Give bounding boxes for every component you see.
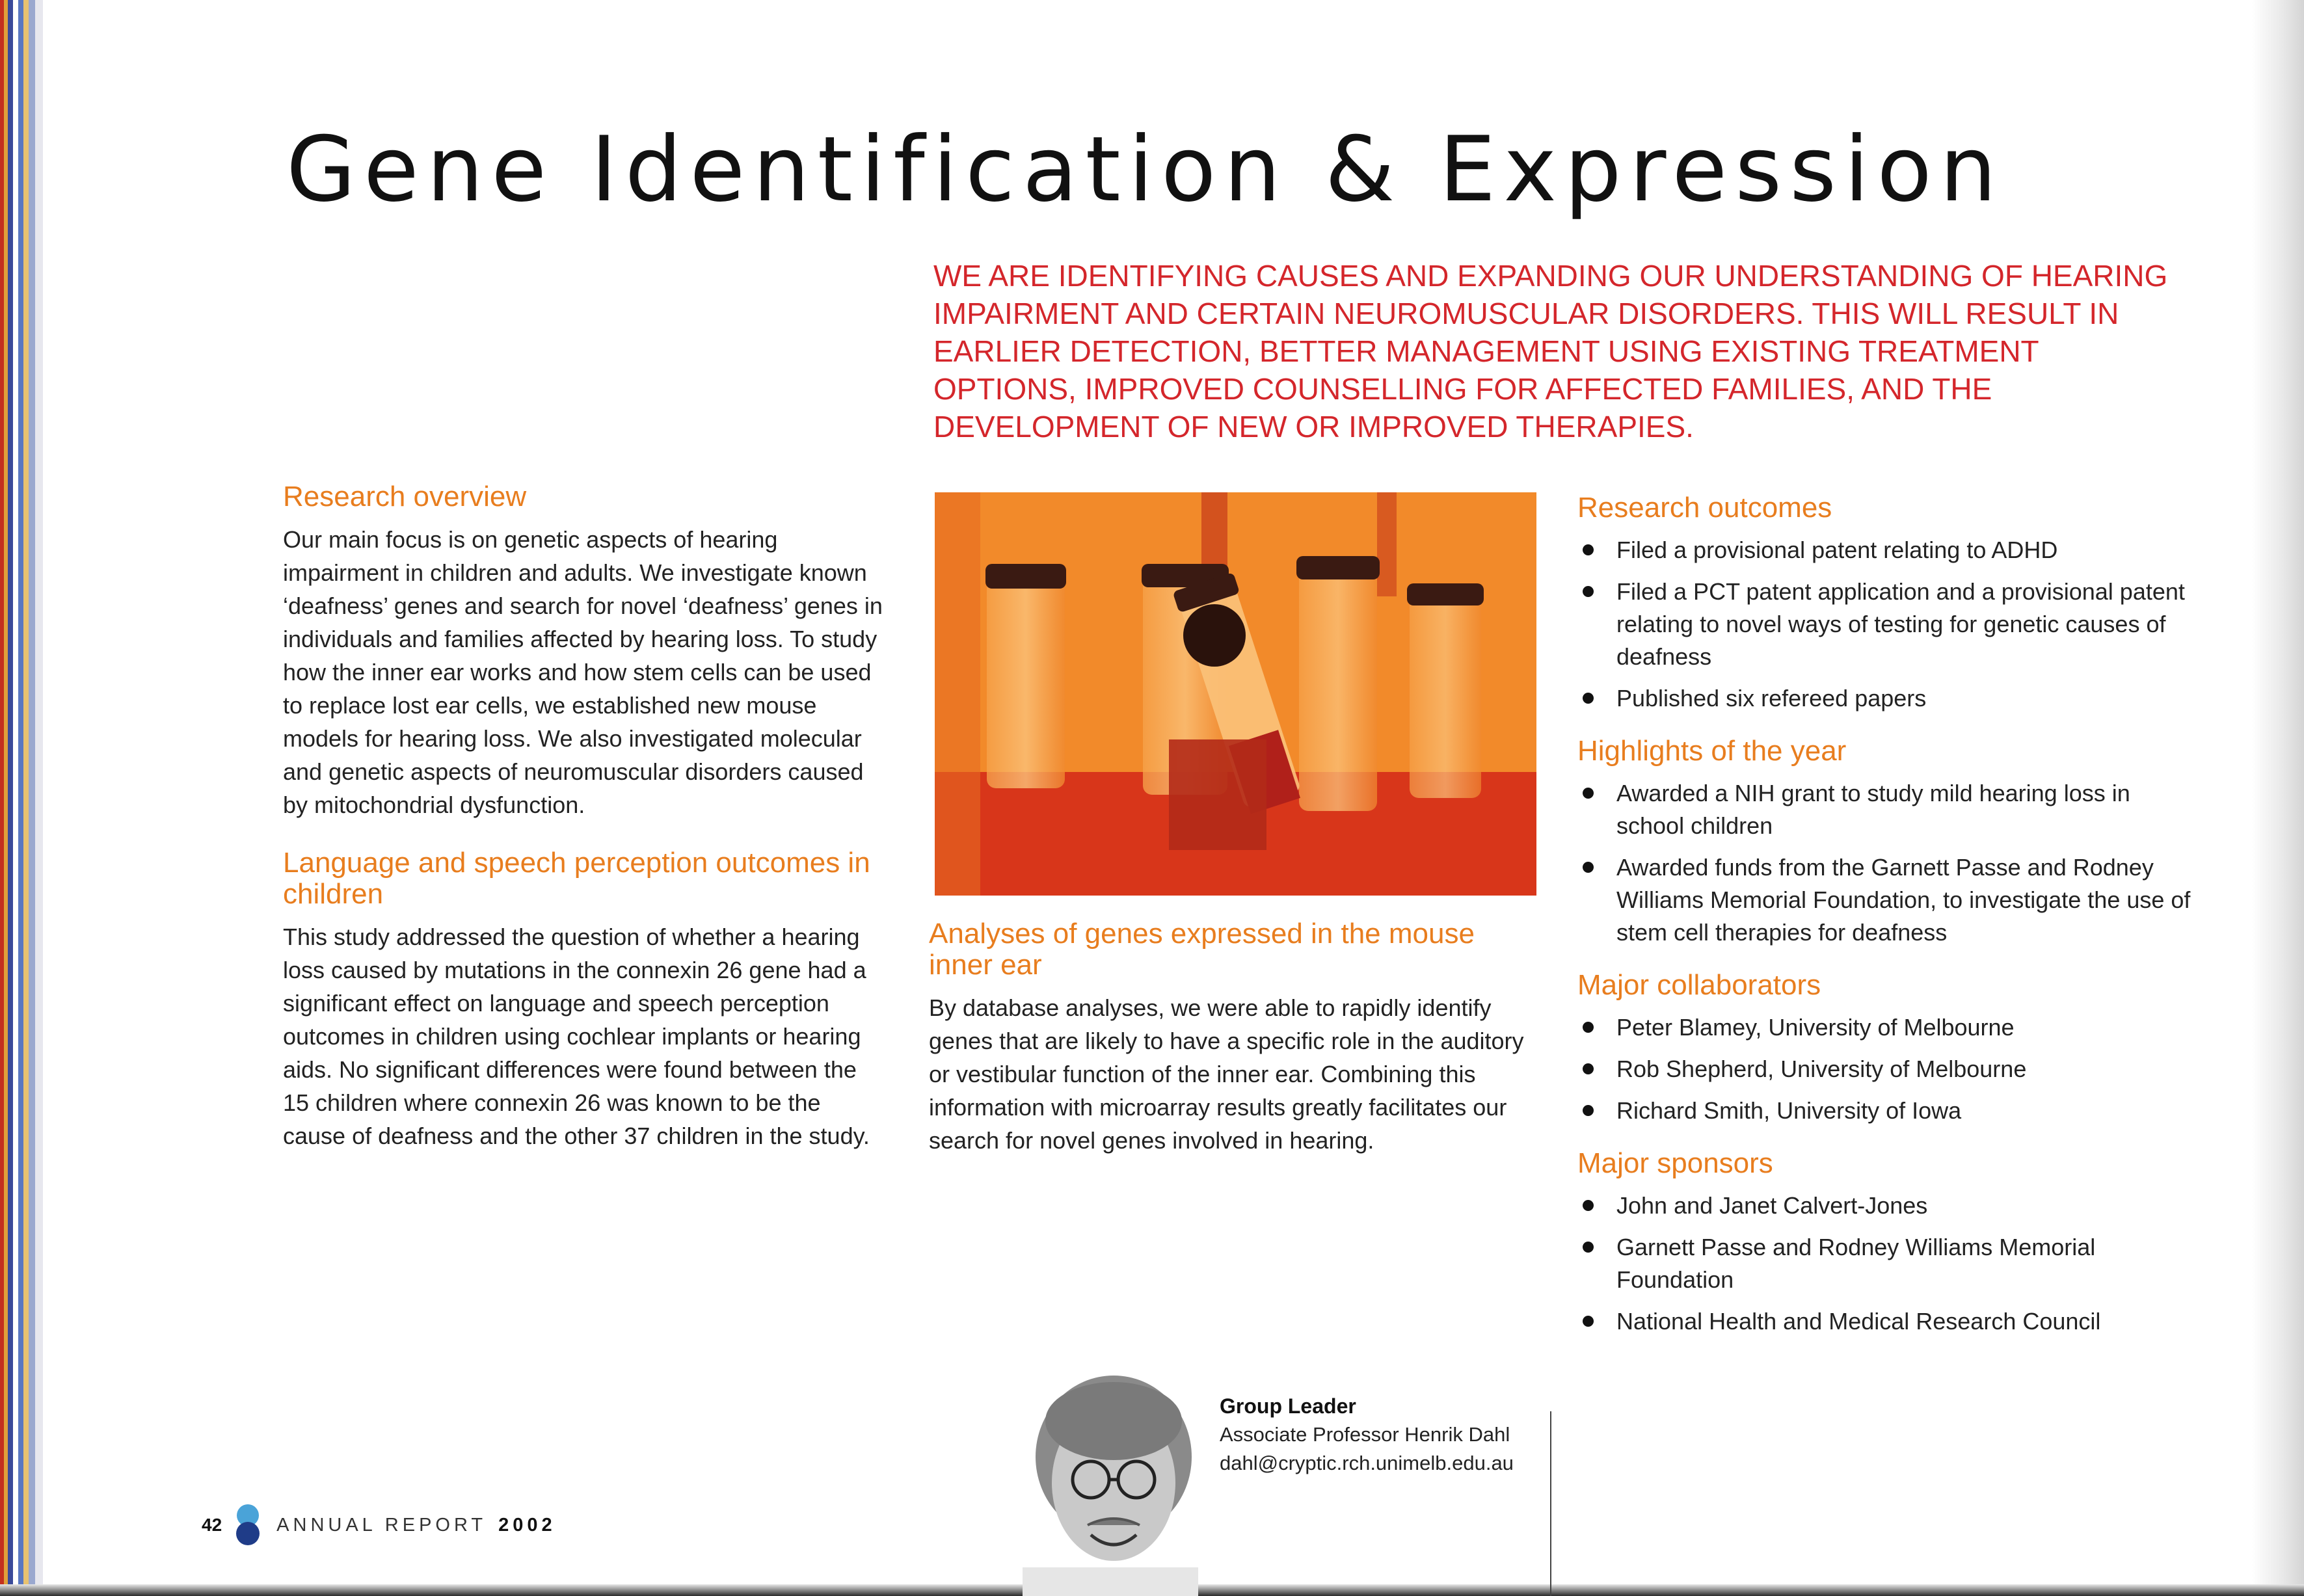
- list-item: National Health and Medical Research Council: [1577, 1305, 2195, 1338]
- list-item: Richard Smith, University of Iowa: [1577, 1095, 2195, 1127]
- collaborators-heading: Major collaborators: [1577, 969, 1821, 1001]
- list-item: Filed a provisional patent relating to ADHD: [1577, 534, 2195, 566]
- intro-statement: WE ARE IDENTIFYING CAUSES AND EXPANDING OUR UNDERSTANDING OF HEARING IMPAIRMENT AND CERTAIN NEUROMUSCULAR DISORDERS. THIS WILL RESULT IN EARLIER DETECTION, BETTER MANAGEMENT USING EXISTING TREATMENT OPTIONS, IMPROVED COUNSELLING FOR AFFECTED FAMILIES, AND THE DEVELOPMENT OF NEW OR IMPROVED THERAPIES.: [933, 259, 2168, 444]
- list-item: Awarded a NIH grant to study mild hearing loss in school children: [1577, 777, 2195, 842]
- group-leader-name: Associate Professor Henrik Dahl: [1220, 1423, 1510, 1446]
- divider-line: [1550, 1411, 1551, 1596]
- group-leader-info: [1220, 1392, 1545, 1478]
- list-item: Awarded funds from the Garnett Passe and Rodney Williams Memorial Foundation, to investigate the use of stem cell therapies for deafness: [1577, 851, 2195, 949]
- right-column: [1577, 492, 2195, 1359]
- book-spine-edge: [0, 0, 52, 1596]
- research-overview-body: Our main focus is on genetic aspects of hearing impairment in children and adults. We investigate known ‘deafness’ genes and search for novel ‘deafness’ genes in individuals and families affected by hearing loss. To study how the inner ear works and how stem cells can be used to replace lost ear cells, we established new mouse models for hearing loss. We also investigated molecular and genetic aspects of neuromuscular disorders caused by mitochondrial dysfunction.: [283, 526, 883, 818]
- collaborators-list: [1577, 1011, 2195, 1127]
- list-item: John and Janet Calvert-Jones: [1577, 1190, 2195, 1222]
- footer-year: 2002: [498, 1514, 556, 1536]
- test-tubes-illustration: [935, 492, 1536, 896]
- research-outcomes-heading: Research outcomes: [1577, 492, 1832, 524]
- left-column: [283, 481, 888, 1178]
- analyses-body: By database analyses, we were able to rapidly identify genes that are likely to have a specific role in the auditory or vestibular function of the inner ear. Combining this information with microarray results greatly facilitates our search for novel genes involved in hearing.: [929, 994, 1524, 1154]
- sponsors-list: [1577, 1190, 2195, 1338]
- list-item: Garnett Passe and Rodney Williams Memorial Foundation: [1577, 1231, 2195, 1296]
- middle-column: [929, 918, 1534, 1157]
- group-leader-portrait: [1023, 1359, 1198, 1596]
- language-speech-heading: Language and speech perception outcomes in children: [283, 847, 870, 910]
- sponsors-heading: Major sponsors: [1577, 1147, 1773, 1179]
- language-speech-body: This study addressed the question of whether a hearing loss caused by mutations in the connexin 26 gene had a significant effect on language and speech perception outcomes in children using cochlear implants or hearing aids. No significant differences were found between the 15 children where connexin 26 was known to be the cause of deafness and the other 37 children in the study.: [283, 924, 870, 1149]
- list-item: Published six refereed papers: [1577, 682, 2195, 715]
- portrait-illustration: [1023, 1359, 1198, 1596]
- group-leader-role: Group Leader: [1220, 1394, 1356, 1418]
- list-item: Peter Blamey, University of Melbourne: [1577, 1011, 2195, 1044]
- research-overview-heading: Research overview: [283, 481, 527, 512]
- list-item: Rob Shepherd, University of Melbourne: [1577, 1053, 2195, 1085]
- footer-label: ANNUAL REPORT: [276, 1514, 487, 1536]
- logo-icon: [234, 1504, 262, 1546]
- list-item: Filed a PCT patent application and a provisional patent relating to novel ways of testing for genetic causes of deafness: [1577, 576, 2195, 673]
- highlights-list: [1577, 777, 2195, 949]
- highlights-heading: Highlights of the year: [1577, 735, 1847, 767]
- page-number: 42: [202, 1515, 222, 1535]
- page-footer: [202, 1504, 556, 1546]
- analyses-heading: Analyses of genes expressed in the mouse inner ear: [929, 918, 1475, 981]
- research-outcomes-list: [1577, 534, 2195, 715]
- test-tubes-photo: [935, 492, 1536, 896]
- page-title: Gene Identification & Expression: [286, 117, 2005, 222]
- group-leader-email[interactable]: dahl@cryptic.rch.unimelb.edu.au: [1220, 1452, 1514, 1474]
- page-fold-shadow: [2252, 0, 2304, 1596]
